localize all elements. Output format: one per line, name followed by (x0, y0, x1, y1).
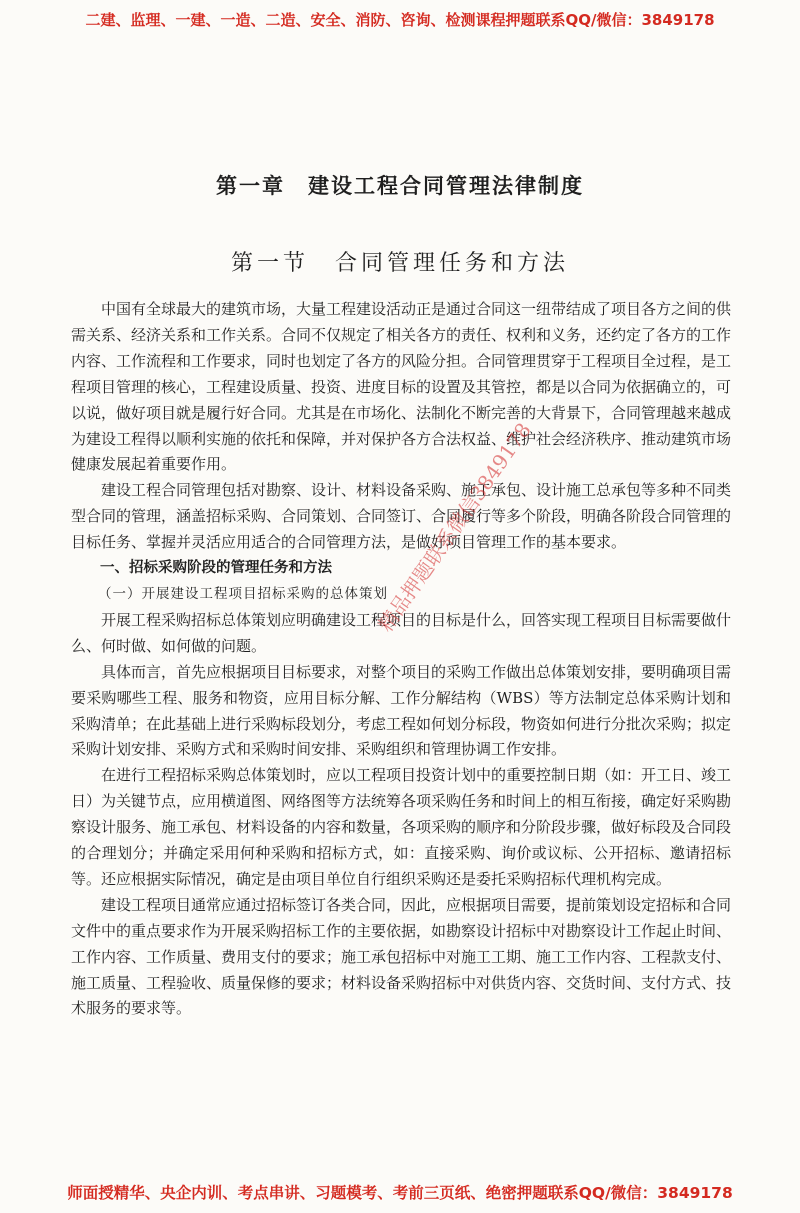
document-body (71, 297, 731, 1022)
top-promo-banner: 二建、监理、一建、一造、二造、安全、消防、咨询、检测课程押题联系QQ/微信：3849178 (85, 11, 715, 29)
paragraph-intro: 中国有全球最大的建筑市场，大量工程建设活动正是通过合同这一纽带结成了项目各方之间的供需关系、经济关系和工作关系。合同不仅规定了相关各方的责任、权利和义务，还约定了各方的工作内容、工作流程和工作要求，同时也划定了各方的风险分担。合同管理贯穿于工程项目全过程，是工程项目管理的核心，工程建设质量、投资、进度目标的设置及其管控，都是以合同为依据确立的，可以说，做好项目就是履行好合同。尤其是在市场化、法制化不断完善的大背景下，合同管理越来越成为建设工程得以顺利实施的依托和保障，并对保护各方合法权益、维护社会经济秩序、推动建筑市场健康发展起着重要作用。 (71, 300, 732, 474)
paragraph-planning-goal: 开展工程采购招标总体策划应明确建设工程项目的目标是什么，回答实现工程项目目标需要做什么、何时做、如何做的问题。 (71, 610, 732, 655)
subsection-heading: 一、招标采购阶段的管理任务和方法 (100, 560, 332, 577)
section-title: 第一节 合同管理任务和方法 (230, 251, 569, 276)
paragraph-scope: 建设工程合同管理包括对勘察、设计、材料设备采购、施工承包、设计施工总承包等多种不同类型合同的管理，涵盖招标采购、合同策划、合同签订、合同履行等多个阶段，明确各阶段合同管理的目标任务、掌握并灵活应用适合的合同管理方法，是做好项目管理工作的基本要求。 (71, 481, 732, 552)
bottom-promo-banner: 师面授精华、央企内训、考点串讲、习题模考、考前三页纸、绝密押题联系QQ/微信：3849178 (67, 1184, 733, 1202)
paragraph-planning-schedule: 在进行工程招标采购总体策划时，应以工程项目投资计划中的重要控制日期（如：开工日、竣工日）为关键节点，应用横道图、网络图等方法统筹各项采购任务和时间上的相互衔接，确定好采购勘察设计服务、施工承包、材料设备的内容和数量，各项采购的顺序和分阶段步骤，做好标段及合同段的合理划分；并确定采用何种采购和招标方式，如：直接采购、询价或议标、公开招标、邀请招标等。还应根据实际情况，确定是由项目单位自行组织采购还是委托采购招标代理机构完成。 (71, 766, 732, 888)
chapter-title: 第一章 建设工程合同管理法律制度 (216, 174, 584, 198)
paragraph-planning-detail: 具体而言，首先应根据项目目标要求，对整个项目的采购工作做出总体策划安排，要明确项目需要采购哪些工程、服务和物资，应用目标分解、工作分解结构（WBS）等方法制定总体采购计划和采购清单；在此基础上进行采购标段划分，考虑工程如何划分标段，物资如何进行分批次采购；拟定采购计划安排、采购方式和采购时间安排、采购组织和管理协调工作安排。 (71, 662, 732, 759)
paragraph-contract-requirements: 建设工程项目通常应通过招标签订各类合同，因此，应根据项目需要，提前策划设定招标和合同文件中的重点要求作为开展采购招标工作的主要依据，如勘察设计招标中对勘察设计工作起止时间、工作内容、工作质量、费用支付的要求；施工承包招标中对施工工期、施工工作内容、工程款支付、施工质量、工程验收、质量保修的要求；材料设备采购招标中对供货内容、交货时间、支付方式、技术服务的要求等。 (71, 895, 732, 1018)
sub-subsection-heading: （一）开展建设工程项目招标采购的总体策划 (98, 585, 388, 602)
diagonal-watermark: 精品押题联系微信3849178 (373, 418, 536, 637)
